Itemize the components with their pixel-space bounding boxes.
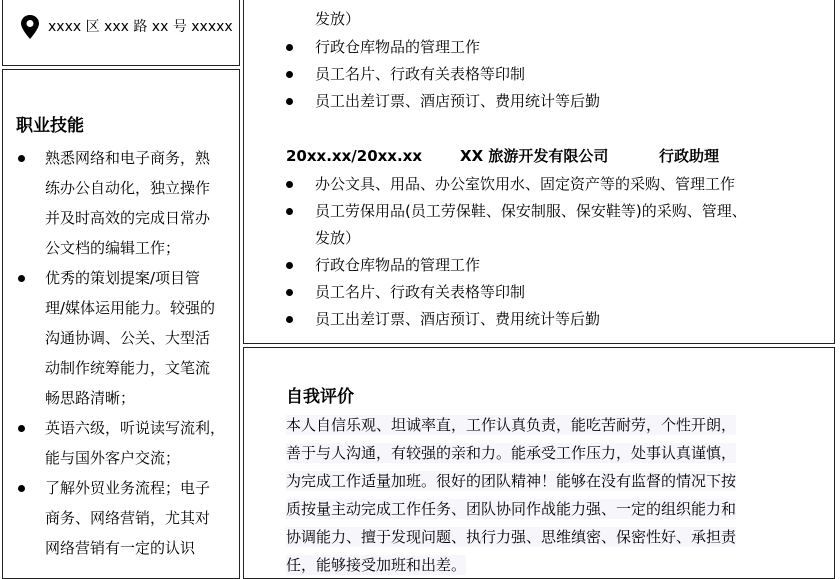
list-item-line: 理/媒体运用能力。较强的 xyxy=(45,299,216,317)
bullet-icon xyxy=(286,98,293,105)
list-item-line: 员工出差订票、酒店预订、费用统计等后勤 xyxy=(315,310,601,328)
list-item-line: 畅思路清晰； xyxy=(45,389,136,407)
paragraph-line: 为完成工作适量加班。很好的团队精神！能够在没有监督的情况下按 xyxy=(286,472,737,490)
list-item-line: 动制作统筹能力，文笔流 xyxy=(45,359,211,377)
list-item-line: 公文档的编辑工作； xyxy=(45,239,181,257)
bullet-icon xyxy=(18,275,25,282)
list-item-line: 熟悉网络和电子商务，熟 xyxy=(45,149,211,167)
paragraph-line: 本人自信乐观、坦诚率直，工作认真负责，能吃苦耐劳，个性开朗， xyxy=(286,416,737,434)
experience-box xyxy=(243,0,835,344)
job-position: 行政助理 xyxy=(659,147,720,165)
list-item-line: 网络营销有一定的认识 xyxy=(45,539,196,557)
list-item-line: 发放） xyxy=(315,229,361,247)
list-item-line: 员工名片、行政有关表格等印制 xyxy=(315,65,526,83)
bullet-icon xyxy=(286,71,293,78)
paragraph-line: 善于与人沟通，有较强的亲和力。能承受工作压力，处事认真谨慎， xyxy=(286,444,737,462)
list-item-line: 练办公自动化，独立操作 xyxy=(45,179,211,197)
bullet-icon xyxy=(286,181,293,188)
bullet-icon xyxy=(18,485,25,492)
list-item-line: 发放） xyxy=(315,10,361,28)
self-evaluation-box xyxy=(243,347,835,579)
bullet-icon xyxy=(286,208,293,215)
bullet-icon xyxy=(286,262,293,269)
list-item-line: 员工名片、行政有关表格等印制 xyxy=(315,283,526,301)
list-item-line: 并及时高效的完成日常办 xyxy=(45,209,211,227)
bullet-icon xyxy=(286,316,293,323)
paragraph-line: 任，能够接受加班和出差。 xyxy=(286,556,467,574)
paragraph-line: 质按量主动完成工作任务、团队协同作战能力强、一定的组织能力和 xyxy=(286,500,737,518)
bullet-icon xyxy=(18,155,25,162)
list-item-line: 员工劳保用品(员工劳保鞋、保安制服、保安鞋等)的采购、管理、 xyxy=(315,202,747,220)
contact-box xyxy=(2,0,240,66)
job-period: 20xx.xx/20xx.xx xyxy=(286,147,423,165)
skills-box xyxy=(2,69,240,579)
paragraph-line: 协调能力、擅于发现问题、执行力强、思维缜密、保密性好、承担责 xyxy=(286,528,737,546)
location-pin-icon xyxy=(20,14,40,44)
list-item-line: 行政仓库物品的管理工作 xyxy=(315,256,481,274)
bullet-icon xyxy=(18,425,25,432)
self-evaluation-title: 自我评价 xyxy=(286,387,354,407)
bullet-icon xyxy=(286,289,293,296)
list-item-line: 员工出差订票、酒店预订、费用统计等后勤 xyxy=(315,92,601,110)
list-item-line: 了解外贸业务流程；电子 xyxy=(45,479,211,497)
job-company: XX 旅游开发有限公司 xyxy=(460,147,609,165)
bullet-icon xyxy=(286,44,293,51)
list-item-line: 行政仓库物品的管理工作 xyxy=(315,38,481,56)
list-item-line: 商务、网络营销，尤其对 xyxy=(45,509,211,527)
list-item-line: 英语六级，听说读写流利， xyxy=(45,419,226,437)
list-item-line: 优秀的策划提案/项目管 xyxy=(45,269,201,287)
list-item-line: 能与国外客户交流； xyxy=(45,449,181,467)
address-text: xxxx 区 xxx 路 xx 号 xxxxx xyxy=(48,19,233,35)
list-item-line: 办公文具、用品、办公室饮用水、固定资产等的采购、管理工作 xyxy=(315,175,736,193)
skills-title: 职业技能 xyxy=(16,116,84,136)
list-item-line: 沟通协调、公关、大型活 xyxy=(45,329,211,347)
